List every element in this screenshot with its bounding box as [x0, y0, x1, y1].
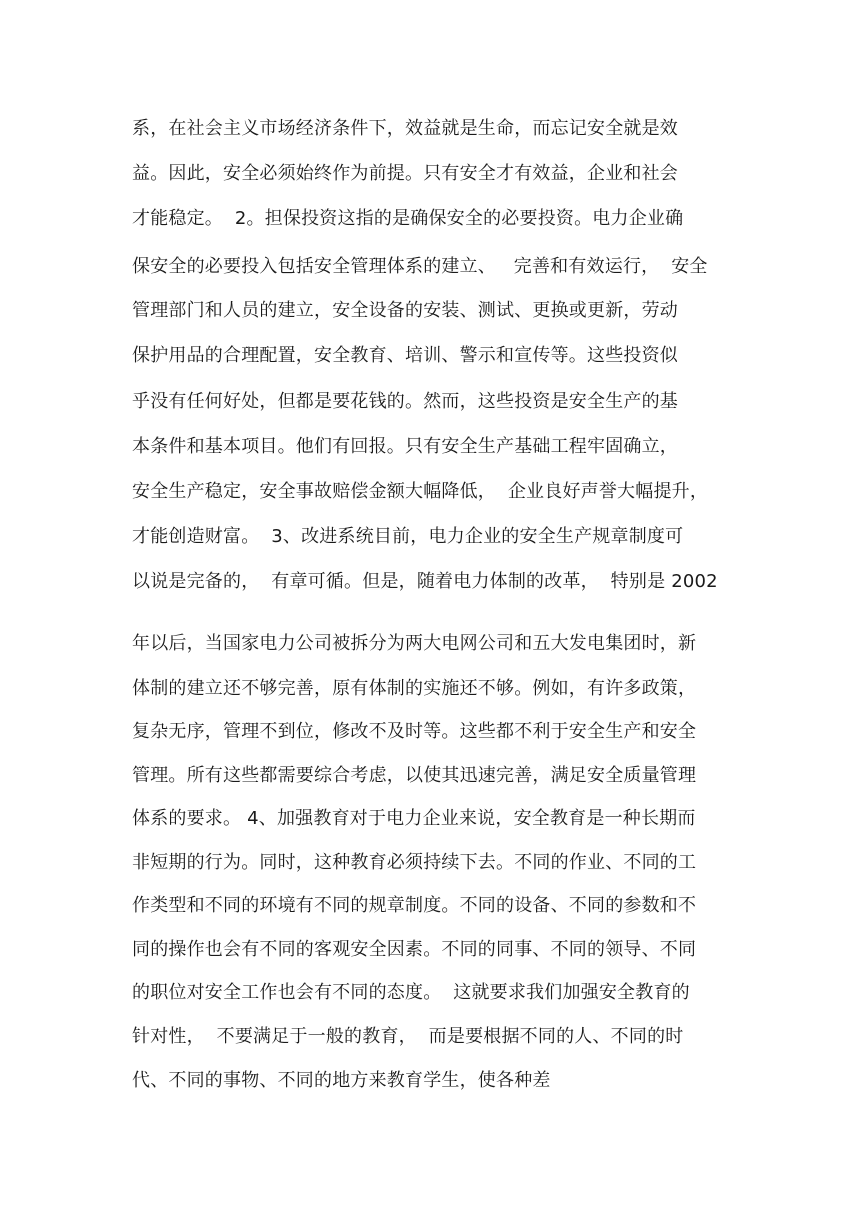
text-line-5: 管理部门和人员的建立，安全设备的安装、测试、更换或更新，劳动 — [132, 300, 678, 321]
text-line-6: 保护用品的合理配置，安全教育、培训、警示和宣传等。这些投资似 — [132, 345, 678, 366]
text-line-22: 代、不同的事物、不同的地方来教育学生，使各种差 — [132, 1070, 551, 1091]
text-line-8: 本条件和基本项目。他们有回报。只有安全生产基础工程牢固确立， — [132, 436, 678, 457]
text-line-17: 非短期的行为。同时，这种教育必须持续下去。不同的作业、不同的工 — [132, 852, 697, 873]
text-line-3: 才能稳定。 2。担保投资这指的是确保安全的必要投资。电力企业确 — [132, 208, 684, 229]
text-line-4: 保安全的必要投入包括安全管理体系的建立、 完善和有效运行， 安全 — [132, 256, 708, 277]
text-line-15: 管理。所有这些都需要综合考虑，以使其迅速完善，满足安全质量管理 — [132, 765, 697, 786]
text-line-10: 才能创造财富。 3、改进系统目前，电力企业的安全生产规章制度可 — [132, 526, 684, 547]
text-line-2: 益。因此，安全必须始终作为前提。只有安全才有效益，企业和社会 — [132, 163, 678, 184]
text-line-21: 针对性， 不要满足于一般的教育， 而是要根据不同的人、不同的时 — [132, 1026, 684, 1047]
text-line-16: 体系的要求。 4、加强教育对于电力企业来说，安全教育是一种长期而 — [132, 808, 696, 829]
text-line-13: 体制的建立还不够完善，原有体制的实施还不够。例如，有许多政策， — [132, 678, 697, 699]
text-line-11: 以说是完备的， 有章可循。但是，随着电力体制的改革， 特别是 2002 — [132, 571, 718, 592]
text-line-1: 系，在社会主义市场经济条件下，效益就是生命，而忘记安全就是效 — [132, 118, 678, 139]
text-line-7: 乎没有任何好处，但都是要花钱的。然而，这些投资是安全生产的基 — [132, 391, 678, 412]
text-line-19: 同的操作也会有不同的客观安全因素。不同的同事、不同的领导、不同 — [132, 939, 697, 960]
text-line-12: 年以后，当国家电力公司被拆分为两大电网公司和五大发电集团时，新 — [132, 633, 697, 654]
text-line-18: 作类型和不同的环境有不同的规章制度。不同的设备、不同的参数和不 — [132, 895, 697, 916]
text-line-20: 的职位对安全工作也会有不同的态度。 这就要求我们加强安全教育的 — [132, 982, 690, 1003]
text-line-9: 安全生产稳定，安全事故赔偿金额大幅降低， 企业良好声誉大幅提升， — [132, 481, 709, 502]
text-line-14: 复杂无序，管理不到位，修改不及时等。这些都不利于安全生产和安全 — [132, 721, 697, 742]
